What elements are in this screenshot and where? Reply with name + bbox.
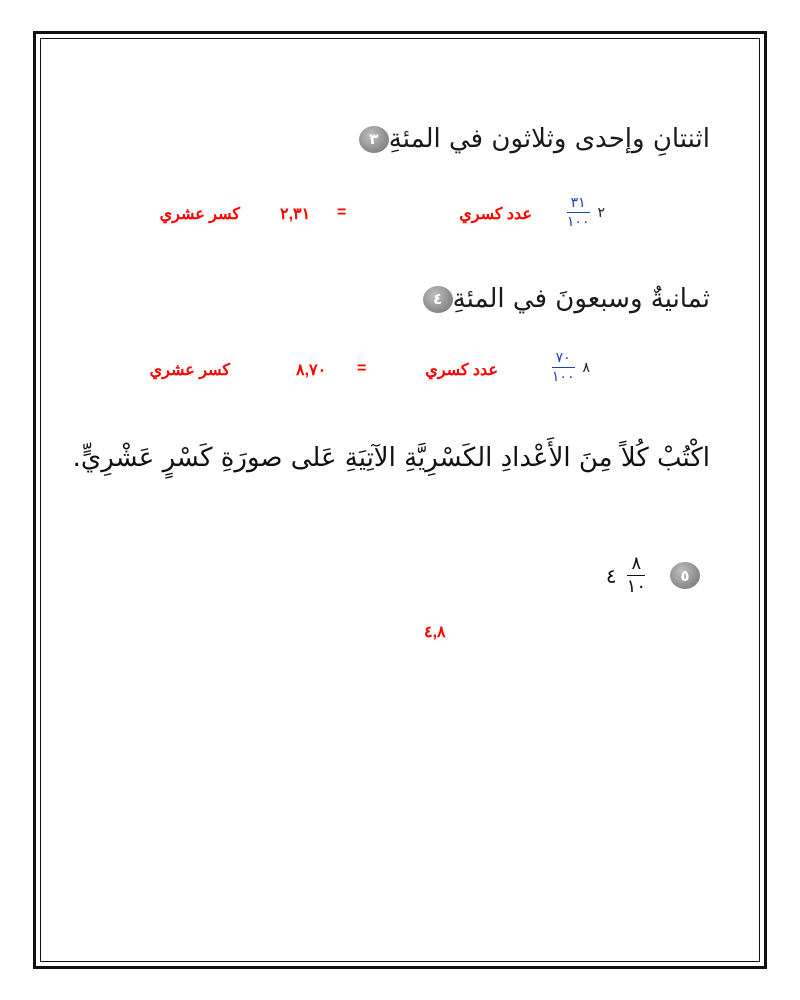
- answer-5-decimal: ٤,٨: [424, 624, 446, 641]
- page-border-inner: [40, 38, 760, 962]
- mixed-number-3-fraction: [563, 195, 594, 230]
- answer-4-decimal-label: كسر عشري: [149, 362, 230, 379]
- mixed-number-5-denominator: ١٠: [626, 576, 646, 597]
- answer-3-equals: =: [337, 204, 347, 221]
- mixed-number-4-numerator: ٧٠: [552, 350, 575, 368]
- answer-3-decimal: ٢,٣١: [280, 206, 311, 223]
- answer-3-fraction-label: عدد كسري: [459, 206, 532, 223]
- mixed-number-5-whole: ٤: [605, 563, 617, 588]
- answer-4-equals: =: [357, 360, 367, 377]
- mixed-number-4-fraction: [548, 350, 579, 385]
- question-4-number-badge: ٤: [423, 286, 453, 313]
- question-4-text: ثمانيةٌ وسبعونَ في المئةِ: [452, 284, 710, 314]
- mixed-number-3: [563, 195, 605, 230]
- mixed-number-4-whole: ٨: [582, 359, 590, 376]
- question-3-text: اثنتانِ وإحدى وثلاثون في المئةِ: [388, 124, 710, 154]
- question-4: [403, 284, 710, 314]
- question-5-number-badge: ٥: [670, 562, 700, 589]
- mixed-number-5-numerator: ٨: [627, 554, 645, 576]
- instruction-heading: اكْتُبْ كُلاً مِنَ الأَعْدادِ الكَسْرِيَّةِ الآتِيَةِ عَلى صورَةِ كَسْرٍ عَشْرِيٍّ.: [72, 443, 710, 473]
- answer-4-decimal: ٨,٧٠: [296, 362, 327, 379]
- mixed-number-4-denominator: ١٠٠: [551, 369, 575, 385]
- question-3-number-badge: ٣: [359, 126, 389, 153]
- mixed-number-3-denominator: ١٠٠: [566, 214, 590, 230]
- mixed-number-5-fraction: [623, 554, 650, 597]
- mixed-number-4: [548, 350, 590, 385]
- question-5: [606, 554, 700, 597]
- answer-4-fraction: [548, 350, 590, 385]
- answer-4-fraction-label: عدد كسري: [425, 362, 498, 379]
- answer-3-decimal-label: كسر عشري: [159, 206, 240, 223]
- mixed-number-3-whole: ٢: [597, 204, 605, 221]
- mixed-number-5: [606, 554, 650, 597]
- mixed-number-3-numerator: ٣١: [567, 195, 590, 213]
- answer-3-fraction: [563, 195, 605, 230]
- question-3: [339, 124, 710, 154]
